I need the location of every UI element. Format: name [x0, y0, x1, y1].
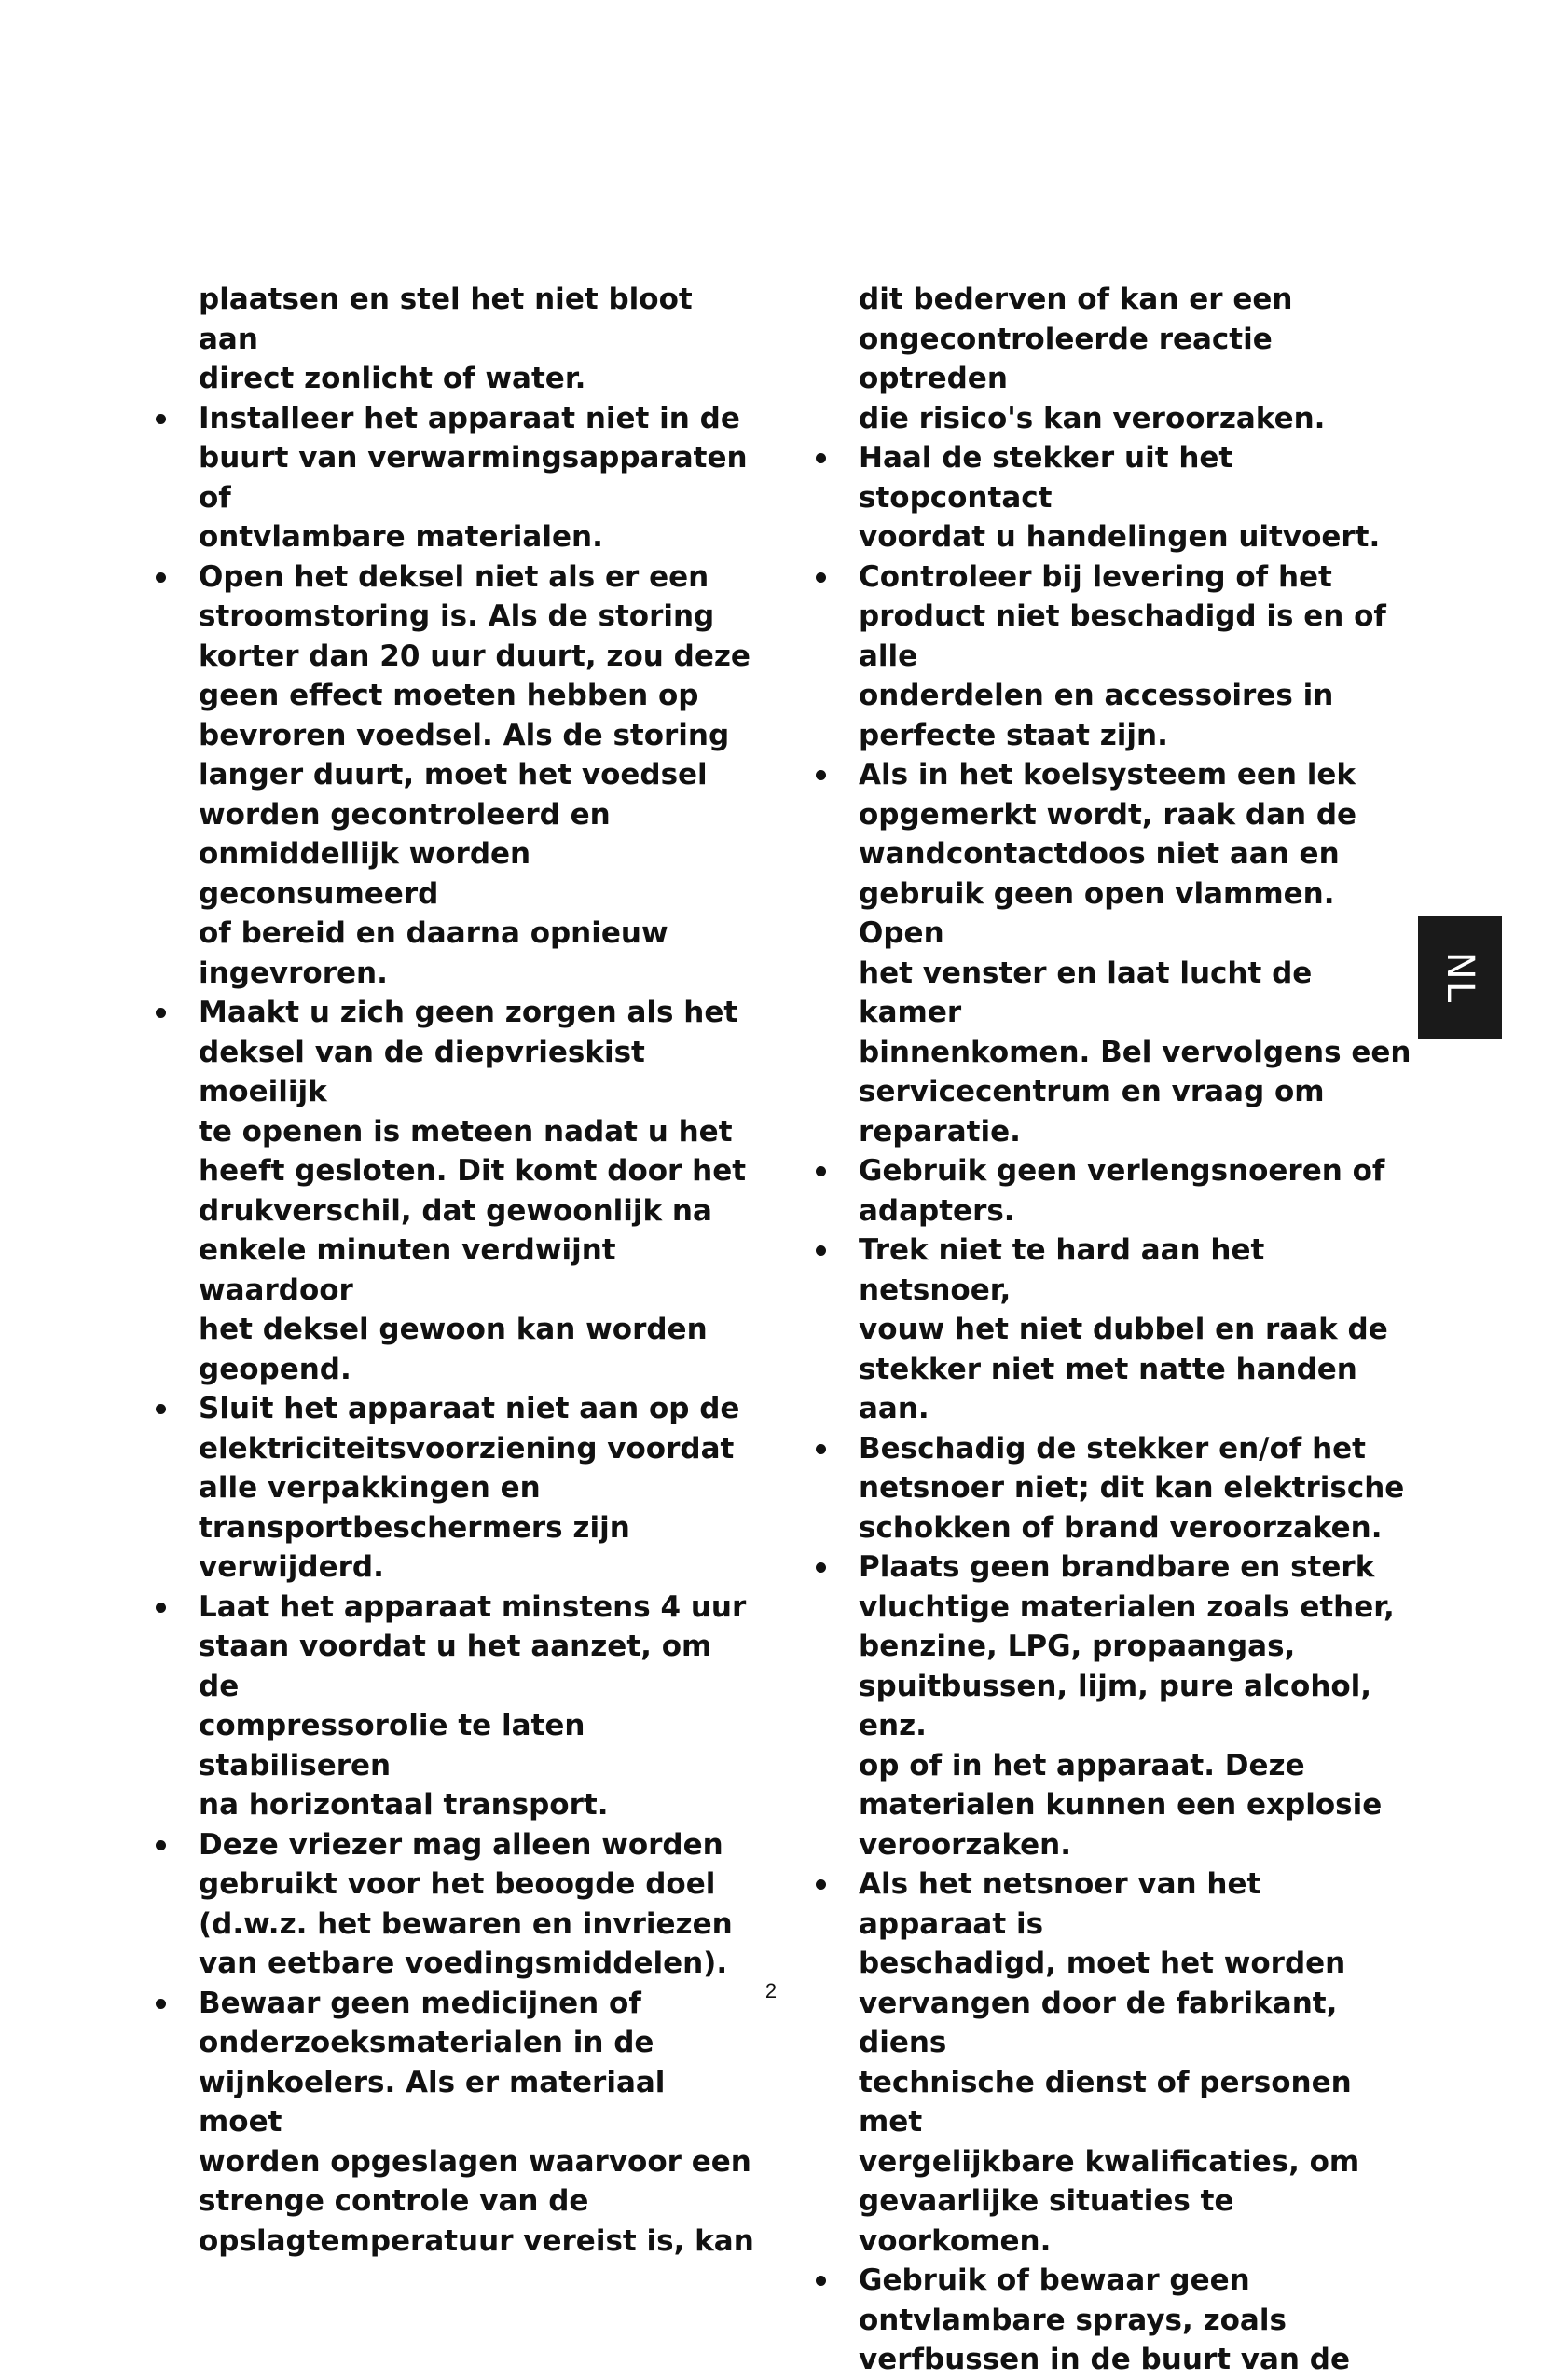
language-tab-label: NL [1439, 951, 1481, 1004]
page-number: 2 [764, 1979, 778, 2002]
right-list-item: Controleer bij levering of het product niet beschadigd is en of alle onderdelen en accessoires in perfecte staat zijn. [809, 557, 1415, 756]
left-list-item: Laat het apparaat minstens 4 uur staan voordat u het aanzet, om de compressorolie te laten stabiliseren na horizontaal transport. [149, 1588, 755, 1825]
right-list-item: Plaats geen brandbare en sterk vluchtige materialen zoals ether, benzine, LPG, propaangas, spuitbussen, lijm, pure alcohol, enz. op of in het apparaat. Deze materialen kunnen een explosie veroorzaken. [809, 1548, 1415, 1864]
left-list-item: Open het deksel niet als er een stroomstoring is. Als de storing korter dan 20 uur duurt, zou deze geen effect moeten hebben op bevroren voedsel. Als de storing langer duurt, moet het voedsel worden gecontroleerd en onmiddellijk worden geconsumeerd of bereid en daarna opnieuw ingevroren. [149, 557, 755, 994]
left-column [149, 280, 755, 2261]
left-list-item: Deze vriezer mag alleen worden gebruikt voor het beoogde doel (d.w.z. het bewaren en invriezen van eetbare voedingsmiddelen). [149, 1825, 755, 1984]
right-continuation-text: dit bederven of kan er een ongecontroleerde reactie optreden die risico's kan veroorzaken. [859, 282, 1326, 435]
right-list-item: Beschadig de stekker en/of het netsnoer niet; dit kan elektrische schokken of brand veroorzaken. [809, 1429, 1415, 1548]
left-list-item: Installeer het apparaat niet in de buurt van verwarmingsapparaten of ontvlambare materialen. [149, 399, 755, 557]
right-list-item: Gebruik geen verlengsnoeren of adapters. [809, 1151, 1415, 1231]
right-list-item: Gebruik of bewaar geen ontvlambare sprays, zoals verfbussen in de buurt van de [809, 2261, 1415, 2380]
right-column [809, 280, 1415, 2380]
right-list-item: Haal de stekker uit het stopcontact voordat u handelingen uitvoert. [809, 438, 1415, 557]
right-list-item: Als het netsnoer van het apparaat is beschadigd, moet het worden vervangen door de fabrikant, diens technische dienst of personen met vergelijkbare kwalificaties, om gevaarlijke situaties te voorkomen. [809, 1864, 1415, 2261]
left-list-item: Sluit het apparaat niet aan op de elektriciteitsvoorziening voordat alle verpakkingen en transportbeschermers zijn verwijderd. [149, 1389, 755, 1588]
left-continuation-text: plaatsen en stel het niet bloot aan direct zonlicht of water. [199, 282, 693, 395]
left-list-item: Bewaar geen medicijnen of onderzoeksmaterialen in de wijnkoelers. Als er materiaal moet worden opgeslagen waarvoor een strenge controle van de opslagtemperatuur vereist is, kan [149, 1984, 755, 2262]
language-tab [1418, 916, 1502, 1039]
right-list-item: Als in het koelsysteem een lek opgemerkt wordt, raak dan de wandcontactdoos niet aan en gebruik geen open vlammen. Open het venster en laat lucht de kamer binnenkomen. Bel vervolgens een servicecentrum en vraag om reparatie. [809, 755, 1415, 1151]
left-list-item: Maakt u zich geen zorgen als het deksel van de diepvrieskist moeilijk te openen is meteen nadat u het heeft gesloten. Dit komt door het drukverschil, dat gewoonlijk na enkele minuten verdwijnt waardoor het deksel gewoon kan worden geopend. [149, 993, 755, 1389]
right-list-item: Trek niet te hard aan het netsnoer, vouw het niet dubbel en raak de stekker niet met natte handen aan. [809, 1231, 1415, 1429]
